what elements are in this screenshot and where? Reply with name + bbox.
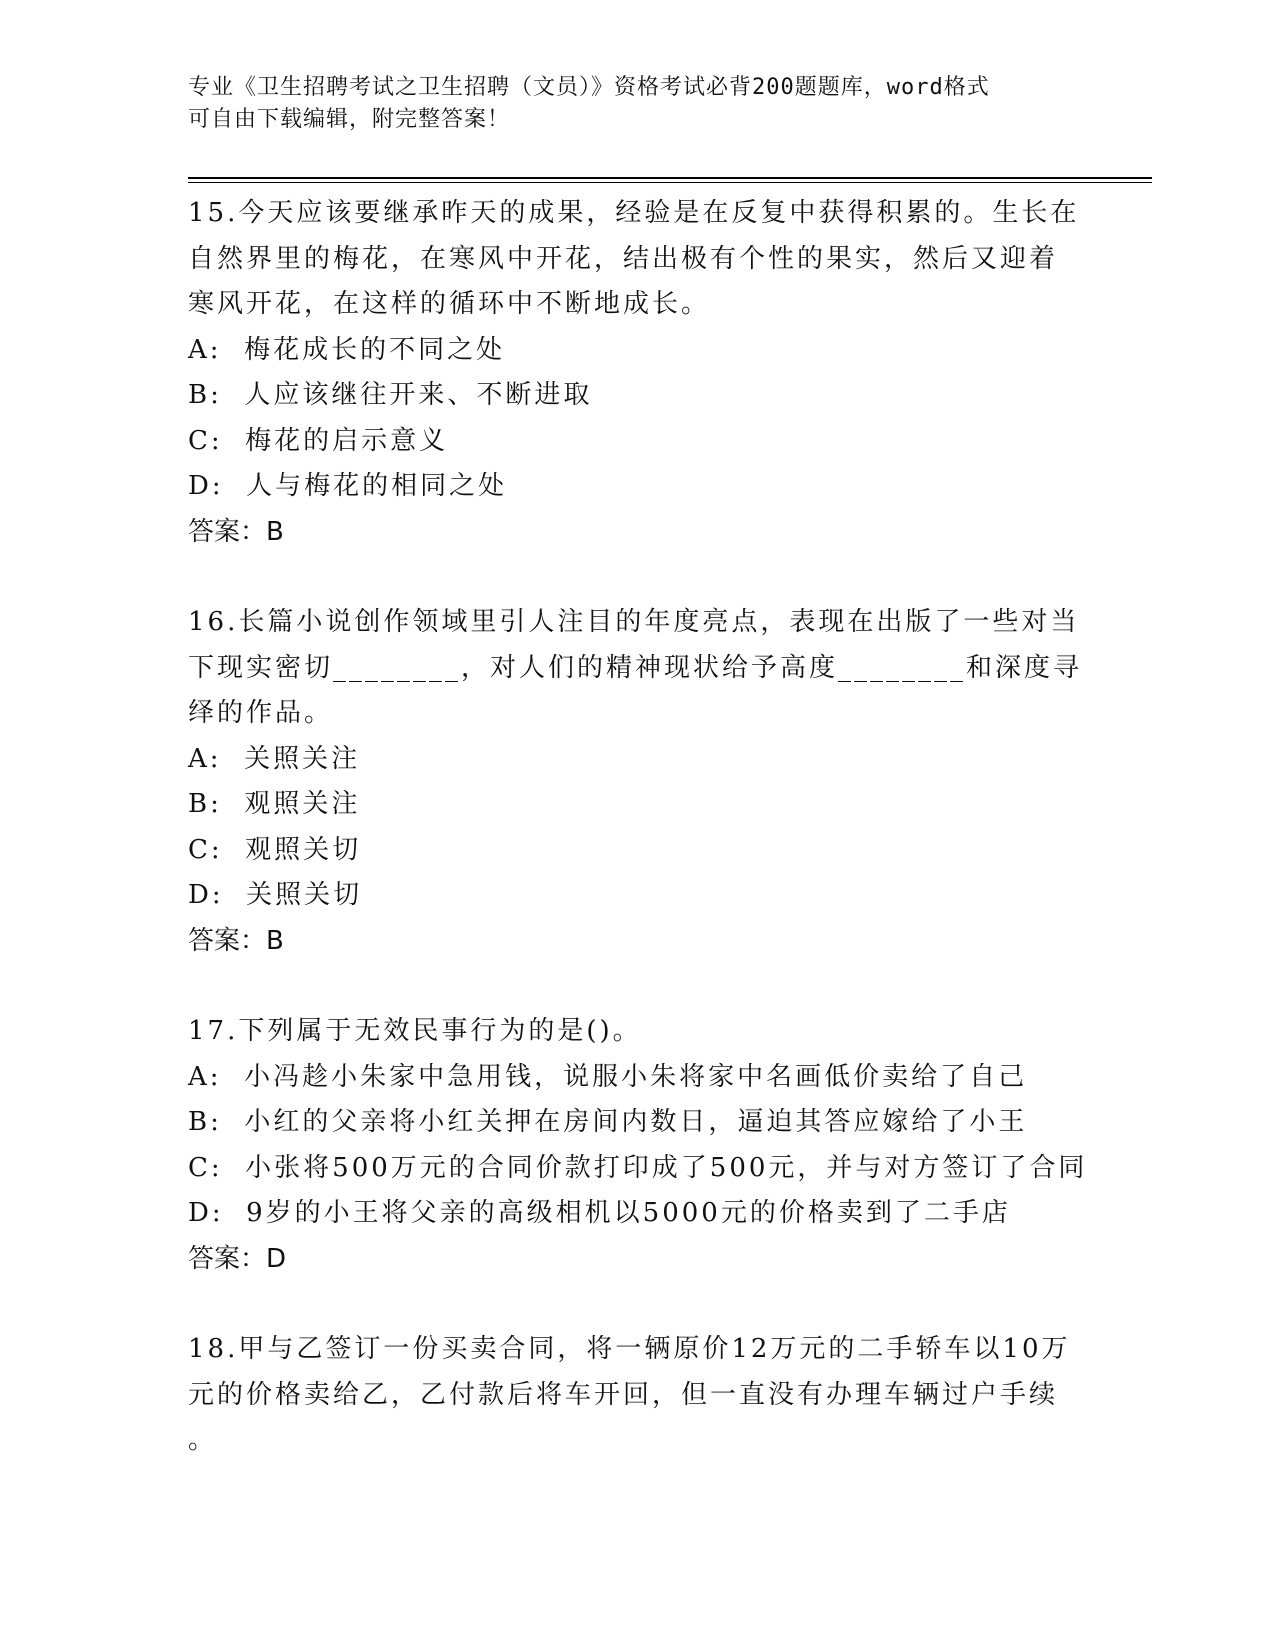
spacer: [188, 555, 1088, 600]
option-d: D: 9岁的小王将父亲的高级相机以5000元的价格卖到了二手店: [188, 1198, 1011, 1228]
header-divider-thin: [188, 182, 1152, 183]
option-a: A: 关照关注: [188, 743, 361, 774]
option-c: C: 小张将500万元的合同价款打印成了500元，并与对方签订了合同: [188, 1152, 1088, 1183]
option-a: A: 梅花成长的不同之处: [188, 334, 506, 365]
spacer: [188, 1282, 1088, 1327]
question-stem-line: 15.今天应该要继承昨天的成果，经验是在反复中获得积累的。生长在: [188, 198, 1080, 228]
option-c: C: 梅花的启示意义: [188, 425, 449, 456]
option-b: B: 观照关注: [188, 789, 361, 819]
question-15: [188, 191, 1088, 555]
answer-line: 答案：B: [188, 516, 284, 547]
question-stem-line: 。: [188, 1425, 218, 1455]
option-b: B: 人应该继往开来、不断进取: [188, 380, 593, 410]
option-a: A: 小冯趁小朱家中急用钱，说服小朱将家中名画低价卖给了自己: [188, 1061, 1028, 1092]
header-divider-thick: [188, 177, 1152, 179]
question-16: [188, 600, 1088, 964]
header-line-1: 专业《卫生招聘考试之卫生招聘（文员）》资格考试必背200题题库，word格式: [188, 75, 990, 100]
header-line-2: 可自由下载编辑，附完整答案！: [188, 107, 511, 132]
question-stem-line: 17.下列属于无效民事行为的是()。: [188, 1016, 642, 1046]
question-stem-line: 绎的作品。: [188, 698, 334, 728]
question-stem-line: 18.甲与乙签订一份买卖合同，将一辆原价12万元的二手轿车以10万: [188, 1334, 1071, 1364]
question-18: [188, 1327, 1088, 1464]
question-stem-line: 寒风开花，在这样的循环中不断地成长。: [188, 289, 711, 319]
option-c: C: 观照关切: [188, 834, 362, 865]
answer-line: 答案：B: [188, 925, 284, 956]
option-b: B: 小红的父亲将小红关押在房间内数日，逼迫其答应嫁给了小王: [188, 1107, 1028, 1137]
option-d: D: 人与梅花的相同之处: [188, 471, 508, 501]
question-stem-line: 16.长篇小说创作领域里引人注目的年度亮点，表现在出版了一些对当: [188, 607, 1080, 637]
question-stem-line: 元的价格卖给乙，乙付款后将车开回，但一直没有办理车辆过户手续: [188, 1379, 1059, 1410]
document-header: [188, 72, 1068, 136]
question-17: [188, 1009, 1088, 1282]
answer-line: 答案：D: [188, 1243, 287, 1274]
question-list: [188, 191, 1088, 1464]
spacer: [188, 964, 1088, 1009]
option-d: D: 关照关切: [188, 880, 363, 910]
question-stem-line: 自然界里的梅花，在寒风中开花，结出极有个性的果实，然后又迎着: [188, 243, 1059, 274]
question-stem-line: 下现实密切________，对人们的精神现状给予高度________和深度寻: [188, 652, 1083, 683]
